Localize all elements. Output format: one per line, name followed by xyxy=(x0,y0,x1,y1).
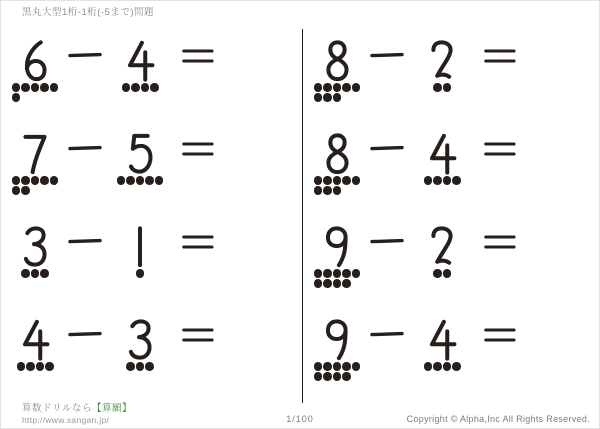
counting-dot xyxy=(21,176,30,185)
dot-row xyxy=(12,93,21,102)
counting-dot xyxy=(40,83,49,92)
subtrahend xyxy=(418,40,466,92)
counting-dot xyxy=(323,93,332,102)
equals-icon xyxy=(484,48,516,64)
dot-group xyxy=(122,83,159,92)
counting-dot xyxy=(40,269,49,278)
counting-dot xyxy=(333,269,342,278)
dot-group xyxy=(433,269,451,278)
dot-group xyxy=(21,269,49,278)
counting-dot xyxy=(314,269,323,278)
counting-dot xyxy=(136,269,145,278)
dot-row xyxy=(433,83,451,92)
dot-row xyxy=(314,269,361,278)
minus-icon xyxy=(68,330,102,338)
dot-row xyxy=(17,362,54,371)
counting-dot xyxy=(342,176,351,185)
dot-row xyxy=(314,186,342,195)
minuend xyxy=(313,319,361,381)
equals-icon xyxy=(484,234,516,250)
minuend xyxy=(313,40,361,102)
counting-dot xyxy=(352,362,361,371)
counting-dot xyxy=(342,362,351,371)
dot-group xyxy=(314,176,361,195)
minuend-digit xyxy=(322,133,352,175)
minuend xyxy=(11,40,59,102)
site-name-label: 【算願】 xyxy=(92,403,133,414)
counting-dot xyxy=(12,93,21,102)
dot-group xyxy=(126,362,154,371)
problem-6-minus-4 xyxy=(1,40,300,133)
subtrahend xyxy=(116,40,164,92)
minus-icon xyxy=(370,237,404,245)
problem-3-minus-1 xyxy=(1,226,300,319)
counting-dot xyxy=(323,372,332,381)
dot-row xyxy=(12,83,59,92)
dot-row xyxy=(122,83,159,92)
dot-row xyxy=(314,93,342,102)
minus-icon xyxy=(68,237,102,245)
subtrahend-digit xyxy=(427,226,457,268)
subtrahend xyxy=(116,226,164,278)
counting-dot xyxy=(122,83,131,92)
dot-group xyxy=(424,176,461,185)
dot-group xyxy=(314,269,361,288)
dot-row xyxy=(314,83,361,92)
minuend-digit xyxy=(322,40,352,82)
dot-row xyxy=(424,176,461,185)
counting-dot xyxy=(342,269,351,278)
counting-dot xyxy=(352,83,361,92)
dot-group xyxy=(12,83,59,102)
dot-row xyxy=(314,279,351,288)
counting-dot xyxy=(333,279,342,288)
problem-9-minus-4 xyxy=(303,319,600,412)
counting-dot xyxy=(31,176,40,185)
subtrahend xyxy=(116,319,164,371)
subtrahend-digit xyxy=(125,40,155,82)
equals-icon xyxy=(484,327,516,343)
subtrahend xyxy=(116,133,164,185)
counting-dot xyxy=(443,269,452,278)
dot-row xyxy=(12,186,30,195)
counting-dot xyxy=(323,362,332,371)
subtrahend-digit xyxy=(427,319,457,361)
counting-dot xyxy=(314,372,323,381)
counting-dot xyxy=(314,362,323,371)
counting-dot xyxy=(443,83,452,92)
counting-dot xyxy=(433,176,442,185)
counting-dot xyxy=(31,269,40,278)
counting-dot xyxy=(126,176,135,185)
equals-icon xyxy=(182,234,214,250)
dot-row xyxy=(126,362,154,371)
subtrahend-digit xyxy=(125,226,155,268)
minuend-digit xyxy=(322,226,352,268)
minus-icon xyxy=(370,330,404,338)
counting-dot xyxy=(40,176,49,185)
counting-dot xyxy=(145,362,154,371)
counting-dot xyxy=(433,83,442,92)
minuend xyxy=(11,319,59,371)
counting-dot xyxy=(352,269,361,278)
dot-group xyxy=(117,176,164,185)
counting-dot xyxy=(26,362,35,371)
counting-dot xyxy=(323,176,332,185)
counting-dot xyxy=(424,176,433,185)
page-number: 1/100 xyxy=(286,414,314,424)
counting-dot xyxy=(342,372,351,381)
problem-8-minus-2 xyxy=(303,40,600,133)
counting-dot xyxy=(433,269,442,278)
minuend-digit xyxy=(322,319,352,361)
dot-group xyxy=(17,362,54,371)
counting-dot xyxy=(333,372,342,381)
counting-dot xyxy=(50,83,59,92)
subtrahend xyxy=(418,319,466,371)
counting-dot xyxy=(424,362,433,371)
counting-dot xyxy=(314,176,323,185)
minuend xyxy=(11,133,59,195)
copyright-text: Copyright © Alpha,Inc All Rights Reserved. xyxy=(406,414,590,424)
counting-dot xyxy=(141,83,150,92)
subtrahend-digit xyxy=(125,319,155,361)
counting-dot xyxy=(12,176,21,185)
equals-icon xyxy=(182,48,214,64)
dot-row xyxy=(117,176,164,185)
dot-row xyxy=(433,269,451,278)
counting-dot xyxy=(145,176,154,185)
minuend-digit xyxy=(20,133,50,175)
minuend xyxy=(11,226,59,278)
counting-dot xyxy=(443,362,452,371)
subtrahend-digit xyxy=(427,40,457,82)
counting-dot xyxy=(333,176,342,185)
counting-dot xyxy=(12,83,21,92)
counting-dot xyxy=(21,186,30,195)
counting-dot xyxy=(433,362,442,371)
column-divider xyxy=(302,29,304,403)
dot-row xyxy=(314,372,351,381)
counting-dot xyxy=(126,362,135,371)
counting-dot xyxy=(323,83,332,92)
counting-dot xyxy=(45,362,54,371)
counting-dot xyxy=(333,362,342,371)
dot-row xyxy=(21,269,49,278)
equals-icon xyxy=(484,141,516,157)
dot-group xyxy=(314,362,361,381)
minus-icon xyxy=(370,144,404,152)
counting-dot xyxy=(342,83,351,92)
dot-group xyxy=(136,269,145,278)
counting-dot xyxy=(136,176,145,185)
dot-row xyxy=(136,269,145,278)
problems-column-right xyxy=(303,40,600,412)
counting-dot xyxy=(136,362,145,371)
dot-group xyxy=(12,176,59,195)
counting-dot xyxy=(117,176,126,185)
counting-dot xyxy=(17,362,26,371)
problem-7-minus-5 xyxy=(1,133,300,226)
dot-row xyxy=(424,362,461,371)
subtrahend-digit xyxy=(427,133,457,175)
counting-dot xyxy=(333,186,342,195)
counting-dot xyxy=(150,83,159,92)
dot-group xyxy=(424,362,461,371)
subtrahend xyxy=(418,226,466,278)
counting-dot xyxy=(155,176,164,185)
counting-dot xyxy=(21,83,30,92)
counting-dot xyxy=(314,186,323,195)
problems-column-left xyxy=(1,40,300,412)
counting-dot xyxy=(452,176,461,185)
subtrahend xyxy=(418,133,466,185)
counting-dot xyxy=(36,362,45,371)
counting-dot xyxy=(323,279,332,288)
counting-dot xyxy=(452,362,461,371)
counting-dot xyxy=(50,176,59,185)
minuend-digit xyxy=(20,226,50,268)
minus-icon xyxy=(370,51,404,59)
counting-dot xyxy=(314,93,323,102)
counting-dot xyxy=(323,186,332,195)
worksheet-title: 黒丸大型1桁-1桁(-5まで)問題 xyxy=(22,7,155,18)
counting-dot xyxy=(314,83,323,92)
counting-dot xyxy=(352,176,361,185)
counting-dot xyxy=(12,186,21,195)
problem-8-minus-4 xyxy=(303,133,600,226)
dot-group xyxy=(314,83,361,102)
minuend xyxy=(313,133,361,195)
dot-row xyxy=(12,176,59,185)
counting-dot xyxy=(31,83,40,92)
minuend-digit xyxy=(20,40,50,82)
counting-dot xyxy=(333,93,342,102)
site-url: http://www.sangan.jp/ xyxy=(22,414,110,425)
minus-icon xyxy=(68,51,102,59)
counting-dot xyxy=(21,269,30,278)
minuend-digit xyxy=(20,319,50,361)
counting-dot xyxy=(131,83,140,92)
counting-dot xyxy=(342,279,351,288)
problem-4-minus-3 xyxy=(1,319,300,412)
equals-icon xyxy=(182,141,214,157)
equals-icon xyxy=(182,327,214,343)
counting-dot xyxy=(323,269,332,278)
site-prefix-label: 算数ドリルなら xyxy=(22,403,93,414)
minuend xyxy=(313,226,361,288)
subtrahend-digit xyxy=(125,133,155,175)
dot-group xyxy=(433,83,451,92)
counting-dot xyxy=(443,176,452,185)
dot-row xyxy=(314,176,361,185)
counting-dot xyxy=(333,83,342,92)
problem-9-minus-2 xyxy=(303,226,600,319)
minus-icon xyxy=(68,144,102,152)
dot-row xyxy=(314,362,361,371)
counting-dot xyxy=(314,279,323,288)
